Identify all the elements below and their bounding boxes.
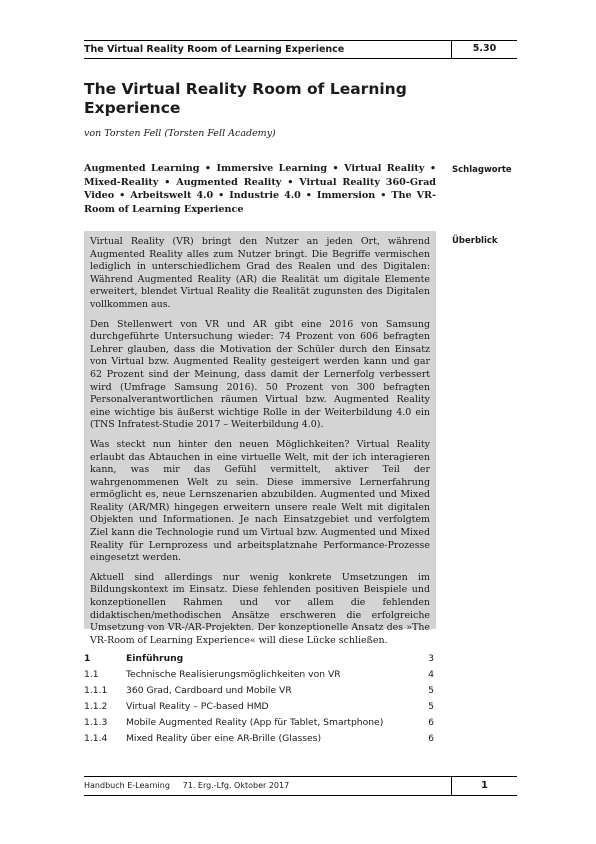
page-number: 1 — [451, 776, 517, 796]
toc-page: 6 — [428, 733, 434, 744]
toc-page: 6 — [428, 717, 434, 728]
toc-number: 1.1.4 — [84, 733, 108, 744]
toc-number: 1 — [84, 653, 91, 664]
keywords-text: Augmented Learning • Immersive Learning • Virtual Reality • Mixed-Reality • Augmented Reality • Virtual Reality 360-Grad Video • Arbeitswelt 4.0 • Industrie 4.0 • Immersion • The VR-Room of Learning Experience — [84, 163, 436, 215]
overview-paragraph: Virtual Reality (VR) bringt den Nutzer an jeden Ort, während Augmented Reality alles zum Nutzer bringt. Die Begriffe vermischen lediglich in unterschiedlichem Grad des Realen und des Digitalen: Während Augmented Reality (AR) die Realität um digitale Elemente erweitert, blendet Virtual Reality die Realität zugunsten des Digitalen vollkommen aus. — [90, 236, 430, 310]
article-author: von Torsten Fell (Torsten Fell Academy) — [84, 128, 276, 139]
toc-number: 1.1.1 — [84, 685, 108, 696]
table-of-contents — [84, 651, 436, 747]
toc-number: 1.1.3 — [84, 717, 108, 728]
toc-label: 360 Grad, Cardboard und Mobile VR — [126, 685, 292, 696]
running-head — [84, 40, 517, 59]
toc-entry[interactable] — [84, 683, 436, 699]
overview-box — [84, 231, 436, 646]
overview-paragraph: Aktuell sind allerdings nur wenig konkrete Umsetzungen im Bildungskontext im Einsatz. Diese fehlenden positiven Beispiele und konzeptionellen Rahmen und vor allem die fehlenden didaktischen/methodischen Ansätze erschweren die erfolgreiche Umsetzung von VR-/AR-Projekten. Der konzeptionelle Ansatz des »The VR-Room of Learning Experience« will diese Lücke schließen. — [90, 571, 430, 646]
toc-number: 1.1 — [84, 669, 99, 680]
toc-page: 3 — [428, 653, 434, 664]
toc-label: Einführung — [126, 653, 184, 664]
toc-label: Mixed Reality über eine AR-Brille (Glasses) — [126, 733, 322, 744]
toc-entry[interactable] — [84, 731, 436, 747]
overview-paragraph: Den Stellenwert von VR und AR gibt eine 2016 von Samsung durchgeführte Untersuchung wieder: 74 Prozent von 606 befragten Lehrer glauben, dass die Motivation der Schüler durch den Einsatz von Virtual bzw. Augmented Reality gesteigert werden kann und gar 62 Prozent sind der Meinung, dass damit der Lernerfolg verbessert wird (Umfrage Samsung 2016). 50 Prozent von 300 befragten Personalverantwortlichen räumen Virtual bzw. Augmented Reality eine wichtige bis äußerst wichtige Rolle in der Weiterbildung 4.0 ein (TNS Infratest-Studie 2017 – Weiterbildung 4.0). — [90, 318, 430, 431]
footer-publication: Handbuch E-Learning 71. Erg.-Lfg. Oktober 2017 — [84, 781, 290, 790]
keywords-label: Schlagworte — [452, 165, 512, 175]
toc-page: 5 — [428, 701, 434, 712]
overview-paragraph: Was steckt nun hinter den neuen Möglichkeiten? Virtual Reality erlaubt das Abtauchen in eine virtuelle Welt, mit der ich interagieren kann, was mir das Gefühl vermittelt, aktiver Teil der wahrgenommenen Welt zu sein. Diese immersive Lernerfahrung ermöglicht es, neue Lernszenarien abzubilden. Augmented und Mixed Reality (AR/MR) hingegen erweitern unsere reale Welt mit digitalen Objekten und Informationen. Je nach Einsatzgebiet und verfolgtem Ziel kann die Technologie rund um Virtual bzw. Augmented und Mixed Reality für Lernprozess und arbeitsplatznahe Performance-Prozesse eingesetzt werden. — [90, 438, 430, 564]
toc-entry[interactable] — [84, 651, 436, 667]
toc-number: 1.1.2 — [84, 701, 108, 712]
section-number: 5.30 — [451, 40, 517, 59]
article-title: The Virtual Reality Room of Learning Experience — [84, 80, 407, 117]
toc-page: 5 — [428, 685, 434, 696]
page-footer — [84, 776, 517, 796]
toc-label: Mobile Augmented Reality (App für Tablet, Smartphone) — [126, 717, 384, 728]
toc-entry[interactable] — [84, 715, 436, 731]
toc-label: Technische Realisierungsmöglichkeiten von VR — [126, 669, 341, 680]
footer-issue: 71. Erg.-Lfg. Oktober 2017 — [182, 781, 290, 790]
toc-page: 4 — [428, 669, 434, 680]
toc-entry[interactable] — [84, 667, 436, 683]
toc-label: Virtual Reality – PC-based HMD — [126, 701, 269, 712]
overview-label: Überblick — [452, 236, 498, 246]
running-head-title: The Virtual Reality Room of Learning Experience — [84, 44, 345, 55]
toc-entry[interactable] — [84, 699, 436, 715]
